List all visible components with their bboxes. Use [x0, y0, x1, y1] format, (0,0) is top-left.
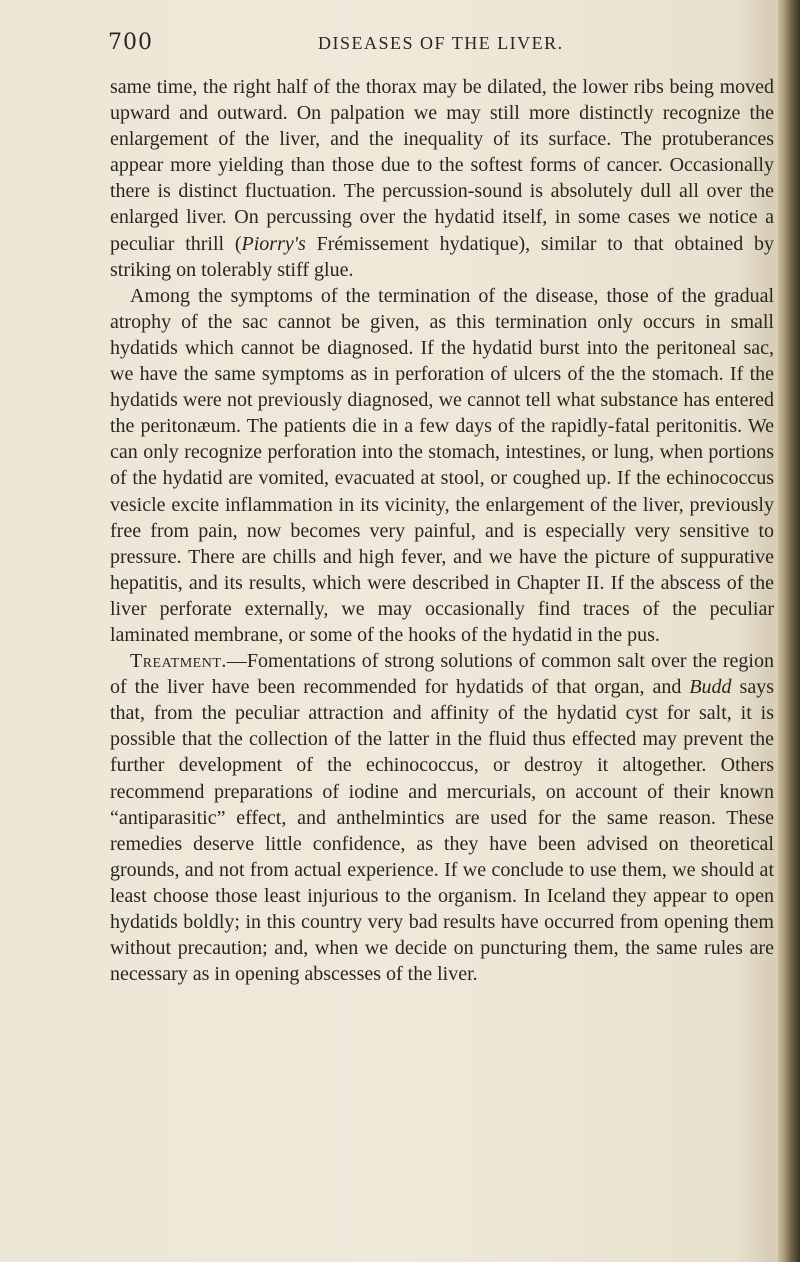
- book-spine-edge: [778, 0, 800, 1262]
- paragraph-termination: Among the symptoms of the termination of the disease, those of the gradual atrophy of the sac cannot be given, as this termination only occurs in small hydatids which cannot be diagnosed. If the hydatid burst into the peritoneal sac, we have the same symptoms as in perforation of ulcers of the the stomach. If the hydatids were not previously diagnosed, we cannot tell what substance has entered the peritonæum. The patients die in a few days of the rapidly-fatal peritonitis. We can only recognize perforation into the stomach, intestines, or lung, when portions of the hydatid are vomited, evacuated at stool, or coughed up. If the echinococcus vesicle excite inflammation in its vicinity, the enlargement of the liver, previously free from pain, now becomes very painful, and is especially very sensitive to pressure. There are chills and high fever, and we have the picture of suppurative hepatitis, and its results, which were described in Chapter II. If the abscess of the liver perforate externally, we may occasionally find traces of the peculiar laminated membrane, or some of the hooks of the hydatid in the pus.: [110, 284, 774, 646]
- page-header: [108, 30, 748, 60]
- body-text: [110, 74, 774, 987]
- running-head: DISEASES OF THE LIVER.: [318, 33, 564, 53]
- paragraph-treatment: [110, 648, 774, 987]
- text-segment: —Fomentations of strong solutions of common salt over the region of the liver have been recommended for hydatids of that organ, and: [110, 650, 774, 699]
- text-segment: same time, the right half of the thorax may be dilated, the lower ribs being moved upward and outward. On palpation we may still more distinctly recognize the enlargement of the liver, and the inequality of its surface. The protuberances appear more yielding than those due to the softest forms of cancer. Occasionally there is distinct fluctuation. The percussion-sound is absolutely dull all over the enlarged liver. On percussing over the hydatid itself, in some cases we notice a peculiar thrill (: [110, 76, 774, 255]
- text-segment: Frémissement hydatique), similar to that obtained by striking on tolerably stiff glue.: [110, 232, 775, 281]
- text-segment: says that, from the peculiar attraction and affinity of the hydatid cyst for salt, it is possible that the collection of the latter in the fluid thus effected may prevent the further development of the echinococcus, or destroy it altogether. Others recommend preparations of iodine and mercurials, on account of their known “antiparasitic” effect, and anthelmintics are used for the same reason. These remedies deserve little confidence, as they have been advised on theoretical grounds, and not from actual experience. If we conclude to use them, we should at least choose those least injurious to the organism. In Iceland they appear to open hydatids boldly; in this country very bad results have occurred from opening them without precaution; and, when we decide on puncturing them, the same rules are necessary as in opening abscesses of the liver.: [110, 676, 774, 986]
- section-heading-treatment: Treatment.: [130, 650, 227, 673]
- author-name-piorry: Piorry's: [241, 232, 306, 255]
- author-name-budd: Budd: [689, 676, 732, 699]
- paragraph-hydatid-signs: [110, 74, 774, 283]
- page-number: 700: [108, 30, 153, 55]
